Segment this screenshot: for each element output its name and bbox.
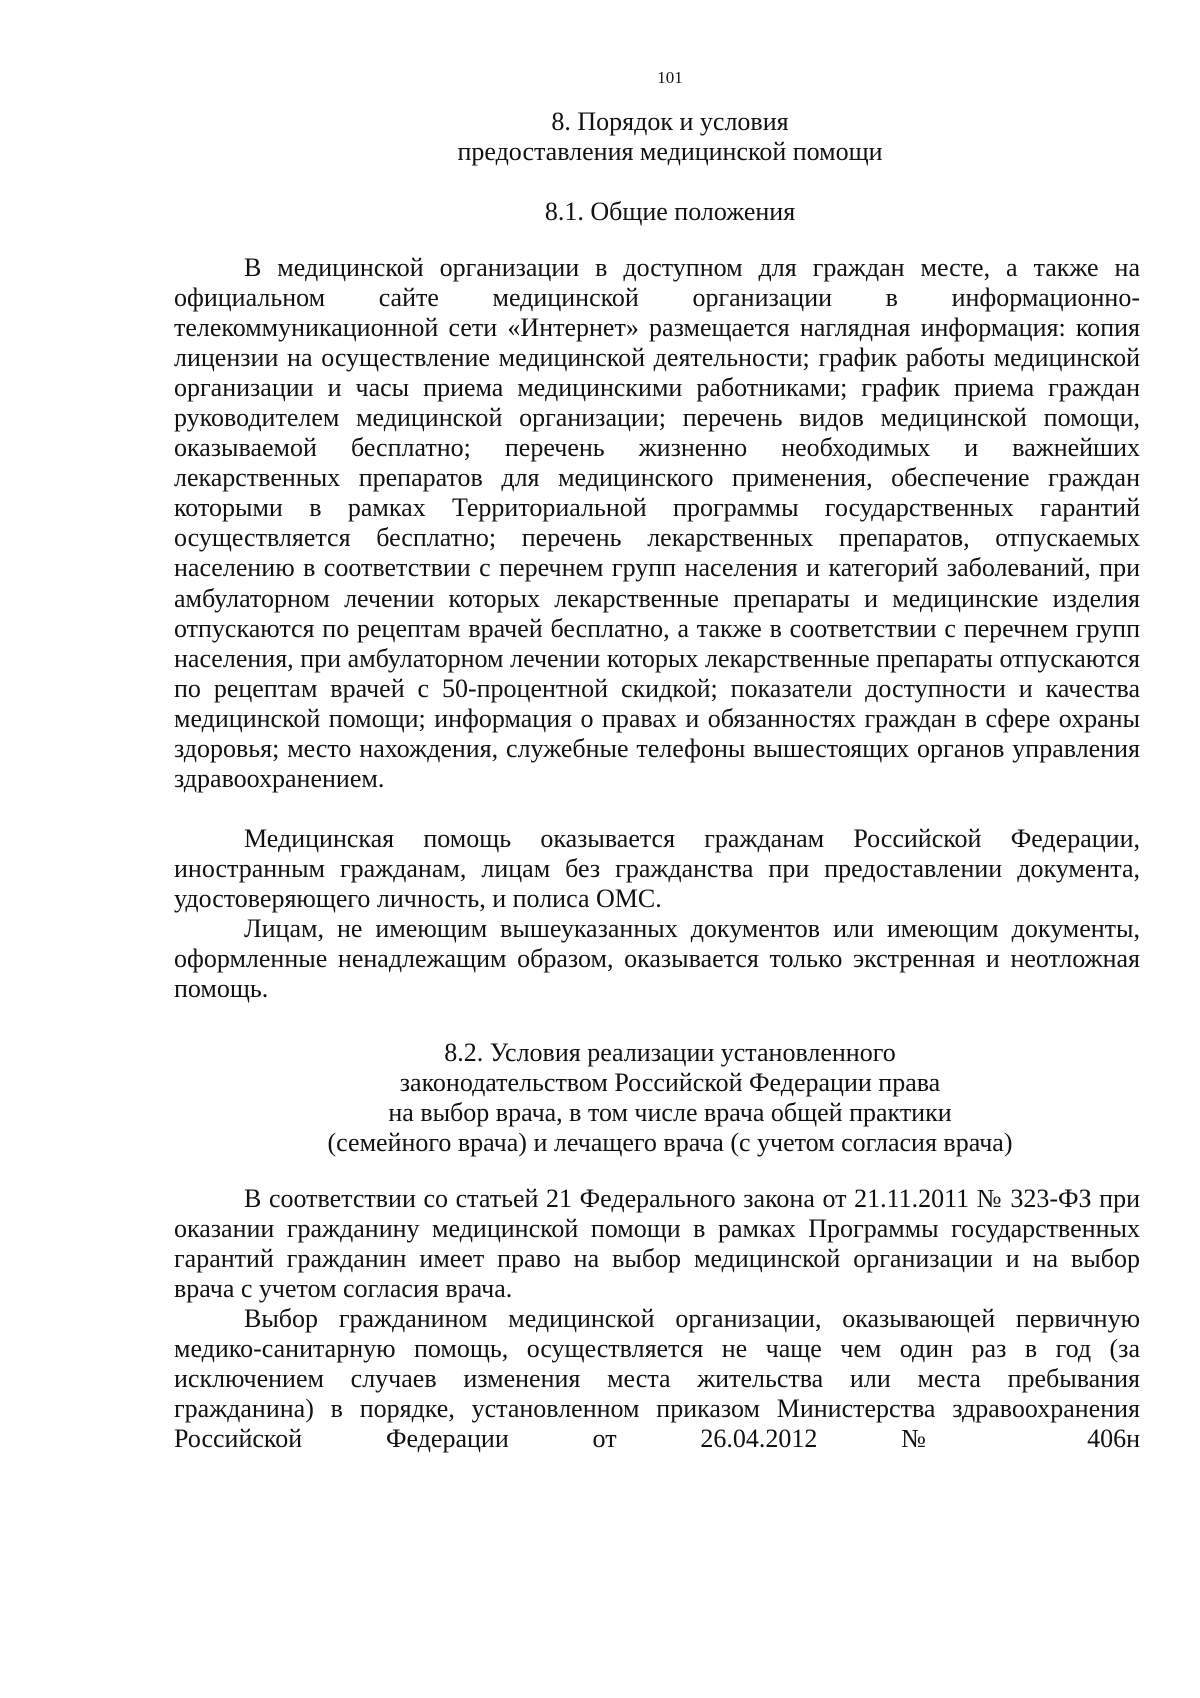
section-8-2-heading-line-4: (семейного врача) и лечащего врача (с учетом согласия врача) [327, 1128, 1013, 1157]
paragraph-public-information: В медицинской организации в доступном для граждан месте, а также на официальном сайте медицинской организации в информационно-телекоммуникационной сети «Интернет» размещается наглядная информация: копия лицензии на осуществление медицинской деятельности; график работы медицинской организации и часы приема медицинскими работниками; график приема граждан руководителем медицинской организации; перечень видов медицинской помощи, оказываемой бесплатно; перечень жизненно необходимых и важнейших лекарственных препаратов для медицинского применения, обеспечение граждан которыми в рамках Территориальной программы государственных гарантий осуществляется бесплатно; перечень лекарственных препаратов, отпускаемых населению в соответствии с перечнем групп населения и категорий заболеваний, при амбулаторном лечении которых лекарственные препараты и медицинские изделия отпускаются по рецептам врачей бесплатно, а также в соответствии с перечнем групп населения, при амбулаторном лечении которых лекарственные препараты отпускаются по рецептам врачей с 50-процентной скидкой; показатели доступности и качества медицинской помощи; информация о правах и обязанностях граждан в сфере охраны здоровья; место нахождения, служебные телефоны вышестоящих органов управления здравоохранением. [174, 253, 1140, 793]
section-8-1-heading: 8.1. Общие положения [544, 197, 796, 226]
page-number: 101 [657, 68, 683, 87]
paragraph-right-to-choose: В соответствии со статьей 21 Федерального закона от 21.11.2011 № 323-ФЗ при оказании гражданину медицинской помощи в рамках Программы государственных гарантий гражданин имеет право на выбор медицинской организации и на выбор врача с учетом согласия врача. [174, 1184, 1140, 1304]
section-8-heading-line-2: предоставления медицинской помощи [457, 137, 883, 166]
paragraph-organization-choice: Выбор гражданином медицинской организации, оказывающей первичную медико-санитарную помощь, осуществляется не чаще чем один раз в год (за исключением случаев изменения места жительства или места пребывания гражданина) в порядке, установленном приказом Министерства здравоохранения Российской Федерации от 26.04.2012 № 406н [174, 1304, 1140, 1454]
section-8-2-heading-line-1: 8.2. Условия реализации установленного [444, 1038, 896, 1067]
paragraph-emergency-care: Лицам, не имеющим вышеуказанных документов или имеющим документы, оформленные ненадлежащим образом, оказывается только экстренная и неотложная помощь. [174, 914, 1140, 1004]
section-8-2-heading-line-3: на выбор врача, в том числе врача общей практики [388, 1098, 952, 1127]
section-8-heading [0, 107, 1200, 167]
section-8-heading-line-1: 8. Порядок и условия [551, 107, 789, 136]
paragraph-eligible-citizens: Медицинская помощь оказывается гражданам Российской Федерации, иностранным гражданам, лицам без гражданства при предоставлении документа, удостоверяющего личность, и полиса ОМС. [174, 824, 1140, 914]
section-8-2-heading [0, 1038, 1200, 1158]
section-8-2-heading-line-2: законодательством Российской Федерации права [399, 1068, 941, 1097]
